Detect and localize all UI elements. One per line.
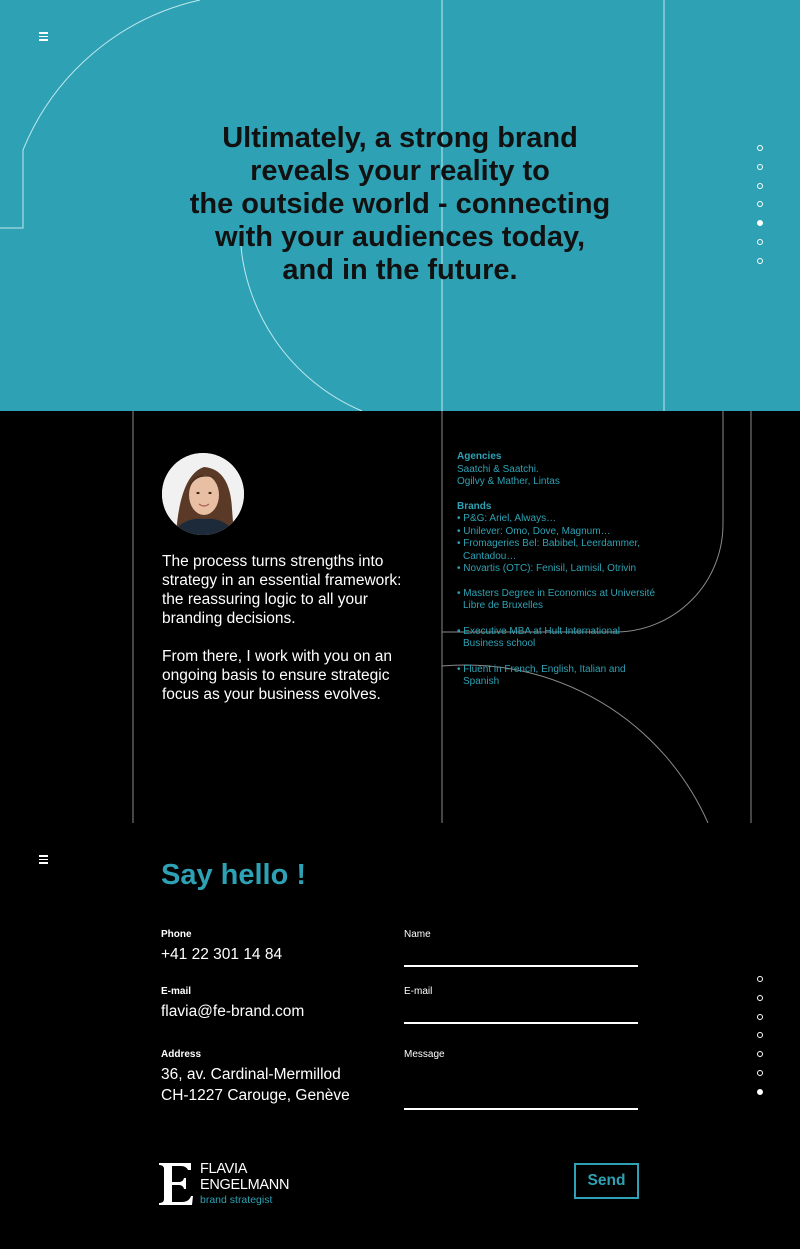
nav-dot-6[interactable] <box>757 239 763 245</box>
message-underline <box>404 1108 638 1110</box>
nav-dot-4[interactable] <box>757 1032 763 1038</box>
education-item: • Executive MBA at Hult International Business school <box>457 625 621 649</box>
quote-line: Ultimately, a strong brand <box>222 122 578 154</box>
nav-dot-5[interactable] <box>757 1051 763 1057</box>
brand-quote <box>150 122 650 287</box>
address-label: Address <box>161 1049 202 1060</box>
quote-line: reveals your reality to <box>250 155 550 187</box>
nav-dot-5[interactable] <box>757 220 763 226</box>
process-description <box>162 552 422 723</box>
contact-section <box>0 823 800 1249</box>
phone-label: Phone <box>161 929 192 940</box>
avatar-portrait <box>162 453 244 535</box>
section-nav-dots <box>757 976 765 1108</box>
brand-logo[interactable] <box>157 1161 307 1207</box>
nav-dot-3[interactable] <box>757 183 763 189</box>
brands-block <box>457 501 657 576</box>
nav-dot-3[interactable] <box>757 1014 763 1020</box>
address-info <box>161 1049 350 1106</box>
menu-icon[interactable] <box>39 855 49 864</box>
list-item: • Novartis (OTC): Fenisil, Lamisil, Otrivin <box>457 563 637 574</box>
address-line: CH-1227 Carouge, Genève <box>161 1087 350 1104</box>
name-input[interactable] <box>404 945 638 965</box>
logo-name-line: ENGELMANN <box>200 1176 290 1193</box>
experience-list <box>457 451 657 689</box>
agencies-heading: Agencies <box>457 451 502 462</box>
section-nav-dots <box>757 145 765 277</box>
message-label: Message <box>404 1049 445 1060</box>
list-item: • P&G: Ariel, Always… <box>457 513 557 524</box>
list-item: Saatchi & Saatchi. <box>457 463 539 475</box>
list-item: • Fromageries Bel: Babibel, Leerdammer, Cantadou… <box>457 538 641 562</box>
nav-dot-7[interactable] <box>757 1089 763 1095</box>
name-label: Name <box>404 929 431 940</box>
email-field-label: E-mail <box>404 986 433 997</box>
education-item: • Fluent in French, English, Italian and Spanish <box>457 663 626 687</box>
email-link[interactable]: flavia@fe-brand.com <box>161 1003 305 1020</box>
quote-line: the outside world - connecting <box>189 188 611 220</box>
quote-line: and in the future. <box>282 254 518 286</box>
avatar <box>162 453 244 535</box>
email-field <box>404 986 638 1026</box>
quote-line: with your audiences today, <box>214 221 586 253</box>
logo-name <box>200 1162 289 1193</box>
logo-role: brand strategist <box>200 1194 273 1206</box>
agencies-block <box>457 451 657 489</box>
nav-dot-1[interactable] <box>757 976 763 982</box>
education-item: • Masters Degree in Economics at Université Libre de Bruxelles <box>457 587 656 611</box>
nav-dot-7[interactable] <box>757 258 763 264</box>
list-item: Ogilvy & Mather, Lintas <box>457 476 560 487</box>
paragraph: From there, I work with you on an ongoing basis to ensure strategic focus as your business evolves. <box>162 648 393 703</box>
message-input[interactable] <box>404 1065 638 1107</box>
nav-dot-6[interactable] <box>757 1070 763 1076</box>
nav-dot-4[interactable] <box>757 201 763 207</box>
profile-section <box>0 411 800 823</box>
phone-link[interactable]: +41 22 301 14 84 <box>161 946 283 963</box>
brands-heading: Brands <box>457 500 492 512</box>
menu-icon[interactable] <box>39 32 49 41</box>
email-info <box>161 986 304 1022</box>
email-underline <box>404 1022 638 1024</box>
message-field <box>404 1049 638 1111</box>
email-input[interactable] <box>404 1002 638 1022</box>
name-field <box>404 929 638 969</box>
list-item: • Unilever: Omo, Dove, Magnum… <box>457 525 611 537</box>
logo-name-line: FLAVIA <box>200 1161 248 1177</box>
paragraph: The process turns strengths into strategy in an essential framework: the reassuring logic to all your branding decisions. <box>162 553 402 627</box>
phone-info <box>161 929 282 965</box>
send-button[interactable]: Send <box>574 1163 639 1199</box>
nav-dot-2[interactable] <box>757 995 763 1001</box>
contact-title: Say hello ! <box>161 859 307 891</box>
quote-section <box>0 0 800 411</box>
address-line: 36, av. Cardinal-Mermillod <box>161 1066 341 1083</box>
email-label: E-mail <box>161 986 192 997</box>
nav-dot-2[interactable] <box>757 164 763 170</box>
nav-dot-1[interactable] <box>757 145 763 151</box>
logo-e-mark <box>157 1161 195 1207</box>
name-underline <box>404 965 638 967</box>
